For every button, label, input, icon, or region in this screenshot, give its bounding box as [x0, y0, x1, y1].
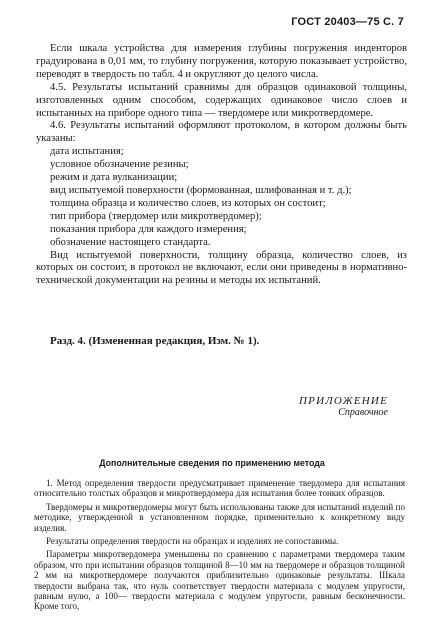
- supplement-text: [34, 478, 405, 615]
- list-item: вид испытуемой поверхности (формованная, шлифованная и т. д.);: [50, 184, 352, 196]
- section-edit-note: [50, 335, 259, 347]
- section-edit-text: Разд. 4. (Измененная редакция, Изм. № 1).: [50, 335, 260, 347]
- list-item: показания прибора для каждого измерения;: [50, 223, 247, 235]
- appendix-subtitle: Справочное: [338, 407, 388, 418]
- list-item: обозначение настоящего стандарта.: [50, 236, 211, 248]
- list-item: толщина образца и количество слоев, из которых он состоит;: [50, 197, 326, 209]
- page-header: ГОСТ 20403—75 С. 7: [291, 16, 404, 28]
- supplement-paragraph: Твердомеры и микротвердомеры могут быть использованы также для испытаний изделий по методике, утвержденной в установленном порядке, применительно к конкретному виду изделия.: [34, 501, 405, 533]
- paragraph: 4.6. Результаты испытаний оформляют протоколом, в котором должны быть указаны:: [36, 120, 407, 145]
- list-item: тип прибора (твердомер или микротвердомер);: [50, 210, 262, 222]
- appendix-title: ПРИЛОЖЕНИЕ: [299, 395, 388, 407]
- list-item: дата испытания;: [50, 146, 124, 158]
- paragraph: 4.5. Результаты испытаний сравнимы для образцов одинаковой толщины, изготовленных одним способом, содержащих одинаковое число слоев и испытанных на приборе одного типа — твердомере или микротвердомере.: [36, 81, 407, 119]
- paragraph: Вид испытуемой поверхности, толщину образца, количество слоев, из которых он состоит, в протокол не включают, если они приведены в нормативно-технической документации на резины и методы их испытаний.: [36, 249, 407, 287]
- list-item: условное обозначение резины;: [50, 159, 189, 171]
- supplement-paragraph: Параметры микротвердомера уменьшены по сравнению с параметрами твердомера таким образом, что при испытании образцов толщиной 8—10 мм на твердомере и образцов толщиной 2 мм на микротвердомере получаются приблизительно одинаковые результаты. Шкала твердости выбрана так, что нуль соответствует твердости материала с модулем упругости, равным нулю, а 100— твердости материала с модулем упругости, равным бесконечности. Кроме того,: [34, 549, 405, 612]
- appendix-heading: [299, 395, 388, 418]
- paragraph: Если шкала устройства для измерения глубины погружения инденторов градуирована в 0,01 мм, то глубину погружения, которую показывает устройство, переводят в твердость по табл. 4 и округляют до целого числа.: [36, 43, 407, 80]
- main-text: [36, 43, 407, 288]
- list-item: режим и дата вулканизации;: [50, 172, 178, 184]
- supplement-paragraph: Результаты определения твердости на образцах и изделиях не сопоставимы.: [46, 536, 339, 547]
- supplement-paragraph: 1. Метод определения твердости предусматривает применение твердомера для испытания относительно толстых образцов и микротвердомера для испытания более тонких образцов.: [34, 478, 405, 499]
- supplement-title: Дополнительные сведения по применению метода: [99, 458, 325, 468]
